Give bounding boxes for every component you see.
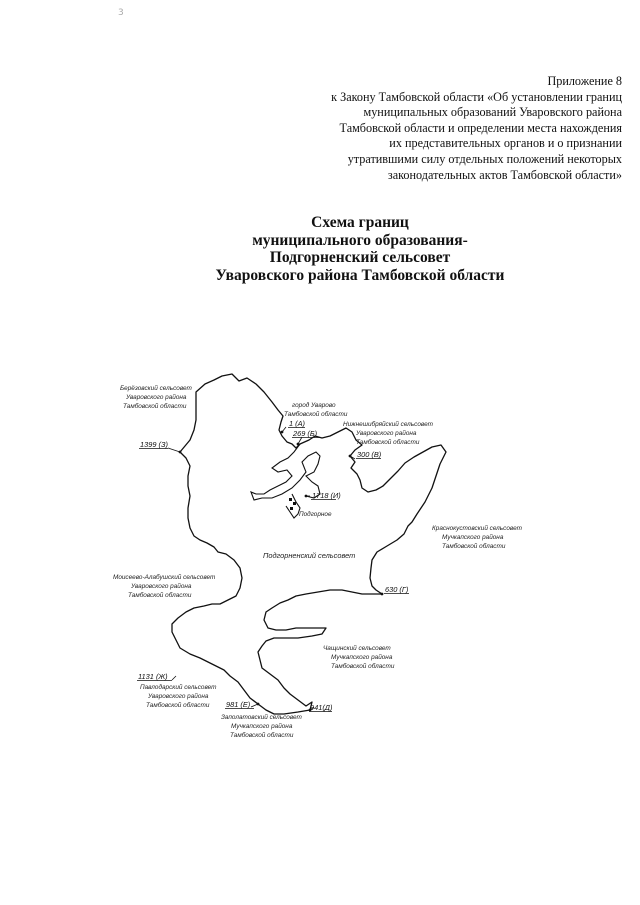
header-line: законодательных актов Тамбовской области» [387, 167, 622, 182]
header-line: Тамбовской области и определении места нахождения [339, 120, 622, 135]
neighbor-krasnokutovsky [432, 524, 523, 550]
neighbor-uvarovo [284, 401, 348, 418]
neighbor-zapolatovsky [221, 713, 303, 739]
header-line: их представительных органов и о признании [389, 136, 622, 151]
svg-text:Уваровского района: Уваровского района [148, 693, 209, 700]
svg-text:город Уварово: город Уварово [292, 402, 336, 409]
svg-text:Берёзовский сельсовет: Берёзовский сельсовет [120, 385, 192, 392]
point-label-g: 630 (Г) [385, 585, 409, 594]
svg-text:Тамбовской области: Тамбовской области [331, 663, 395, 670]
neighbor-pavlodarsky [140, 683, 217, 709]
settlement-label: Подгорное [299, 511, 332, 518]
svg-text:Нижнешибряйский сельсовет: Нижнешибряйский сельсовет [343, 421, 433, 428]
header-line: муниципальных образований Уваровского района [363, 105, 622, 120]
svg-text:Тамбовской области: Тамбовской области [128, 592, 192, 599]
svg-text:Чащинский сельсовет: Чащинский сельсовет [323, 645, 391, 652]
scan-mark: 3 [118, 8, 124, 18]
svg-text:Тамбовской области: Тамбовской области [230, 732, 294, 739]
svg-text:Уваровского района: Уваровского района [131, 583, 192, 590]
title-line: муниципального образования- [252, 231, 468, 249]
center-label: Подгорненский сельсовет [263, 551, 356, 560]
header-line: Приложение 8 [547, 74, 622, 88]
point-label-zh: 1131 (Ж) [138, 672, 168, 681]
point-label-z: 1399 (З) [140, 440, 168, 449]
title-line: Схема границ [311, 214, 409, 231]
header-line: к Закону Тамбовской области «Об установлении границ [331, 89, 622, 104]
boundary-spur [251, 444, 320, 500]
boundary-spur [286, 494, 300, 518]
svg-text:Тамбовской области: Тамбовской области [146, 702, 210, 709]
svg-text:Тамбовской области: Тамбовской области [442, 543, 506, 550]
neighbor-chuchinsky [323, 644, 395, 670]
svg-text:Уваровского района: Уваровского района [126, 394, 187, 401]
header-line: утратившими силу отдельных положений некоторых [347, 151, 622, 166]
svg-text:Мучкапского района: Мучкапского района [231, 723, 293, 730]
svg-text:Мучкапского района: Мучкапского района [331, 654, 393, 661]
point-label-d: 941(Д) [310, 703, 333, 712]
neighbor-nizhnenikolsky [343, 420, 434, 446]
svg-text:Уваровского района: Уваровского района [356, 430, 417, 437]
svg-text:Тамбовской области: Тамбовской области [284, 411, 348, 418]
svg-text:Мучкапского района: Мучкапского района [442, 534, 504, 541]
svg-text:Тамбовской области: Тамбовской области [123, 403, 187, 410]
neighbor-moiseevo [113, 573, 216, 599]
svg-text:Краснокустовский сельсовет: Краснокустовский сельсовет [432, 525, 522, 532]
svg-text:Тамбовской области: Тамбовской области [356, 439, 420, 446]
point-label-v: 300 (В) [357, 450, 382, 459]
neighbor-berezovsky [120, 384, 192, 410]
svg-text:Моисеево-Алабушский сельсовет: Моисеево-Алабушский сельсовет [113, 574, 216, 581]
svg-text:Павлодарский сельсовет: Павлодарский сельсовет [140, 684, 217, 691]
point-label-i: 1718 (И) [312, 491, 341, 500]
point-label-b: 269 (Б) [293, 429, 318, 438]
svg-text:Заполатовский сельсовет: Заполатовский сельсовет [221, 714, 302, 721]
title-line: Подгорненский сельсовет [269, 249, 451, 266]
point-label-e: 981 (Е) [226, 700, 251, 709]
point-label-a: 1 (А) [289, 419, 306, 428]
title-line: Уваровского района Тамбовской области [215, 266, 505, 284]
